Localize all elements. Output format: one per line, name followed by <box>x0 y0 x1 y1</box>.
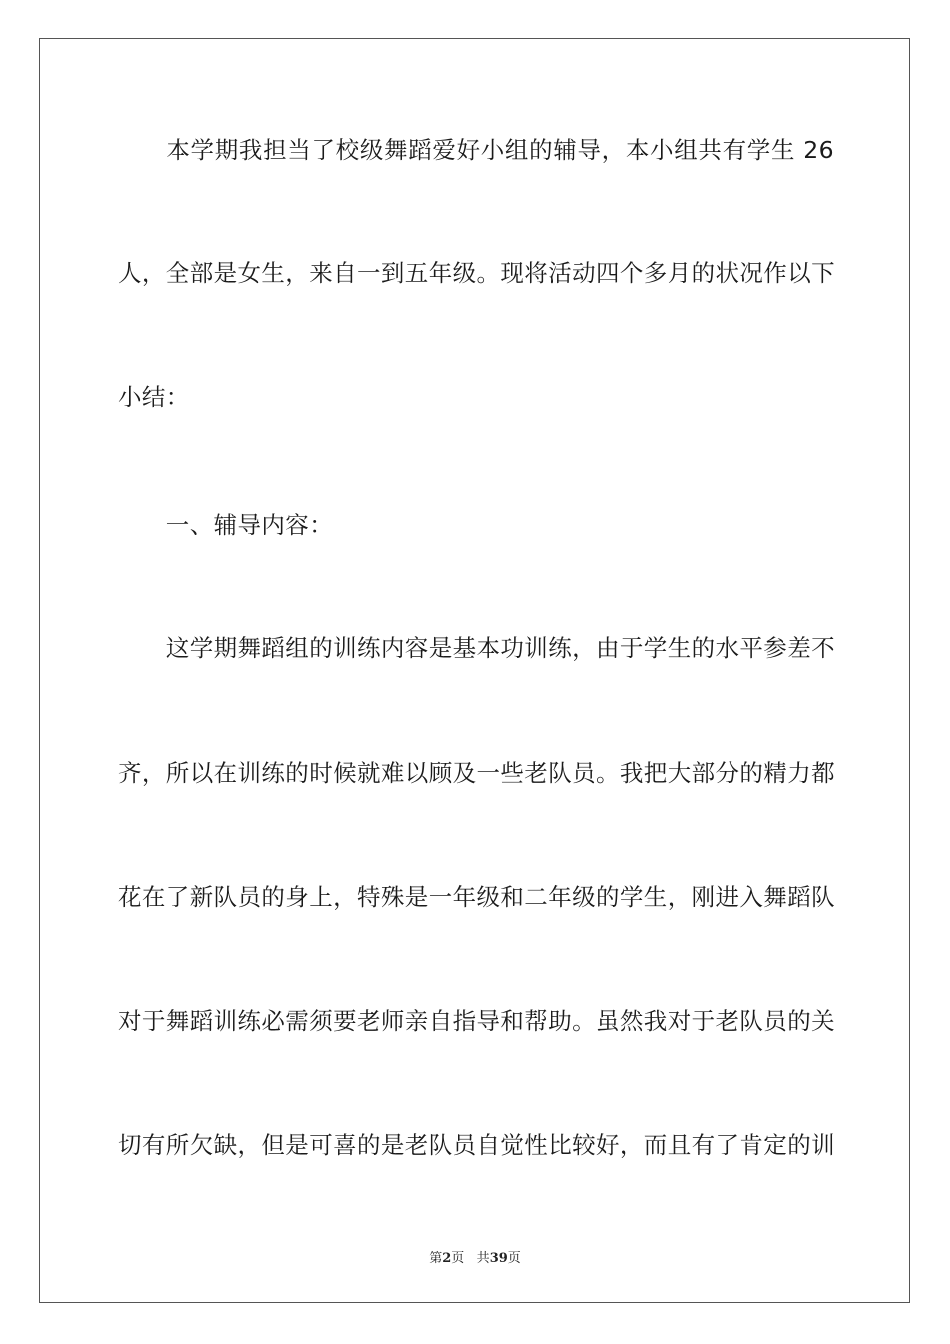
paragraph-line-8: 对于舞蹈训练必需须要老师亲自指导和帮助。虽然我对于老队员的关 <box>118 1007 835 1035</box>
page-footer <box>0 1247 950 1266</box>
paragraph-line-5: 这学期舞蹈组的训练内容是基本功训练，由于学生的水平参差不 <box>118 634 835 662</box>
total-pages: 39 <box>489 1251 508 1266</box>
paragraph-line-2: 人，全部是女生，来自一到五年级。现将活动四个多月的状况作以下 <box>118 259 835 287</box>
page-number: 2 <box>442 1251 452 1266</box>
section-heading: 一、辅导内容： <box>118 511 334 539</box>
paragraph-line-1: 本学期我担当了校级舞蹈爱好小组的辅导，本小组共有学生 26 <box>118 136 834 164</box>
paragraph-line-7: 花在了新队员的身上，特殊是一年级和二年级的学生，刚进入舞蹈队 <box>118 883 835 911</box>
paragraph-line-6: 齐，所以在训练的时候就难以顾及一些老队员。我把大部分的精力都 <box>118 759 835 787</box>
page-border <box>39 38 910 1303</box>
page-prefix: 第 <box>429 1251 443 1266</box>
page-suffix: 页 <box>451 1251 465 1266</box>
total-prefix: 共 <box>476 1251 490 1266</box>
paragraph-line-9: 切有所欠缺，但是可喜的是老队员自觉性比较好，而且有了肯定的训 <box>118 1131 835 1159</box>
total-suffix: 页 <box>507 1251 521 1266</box>
paragraph-line-3: 小结： <box>118 383 190 411</box>
